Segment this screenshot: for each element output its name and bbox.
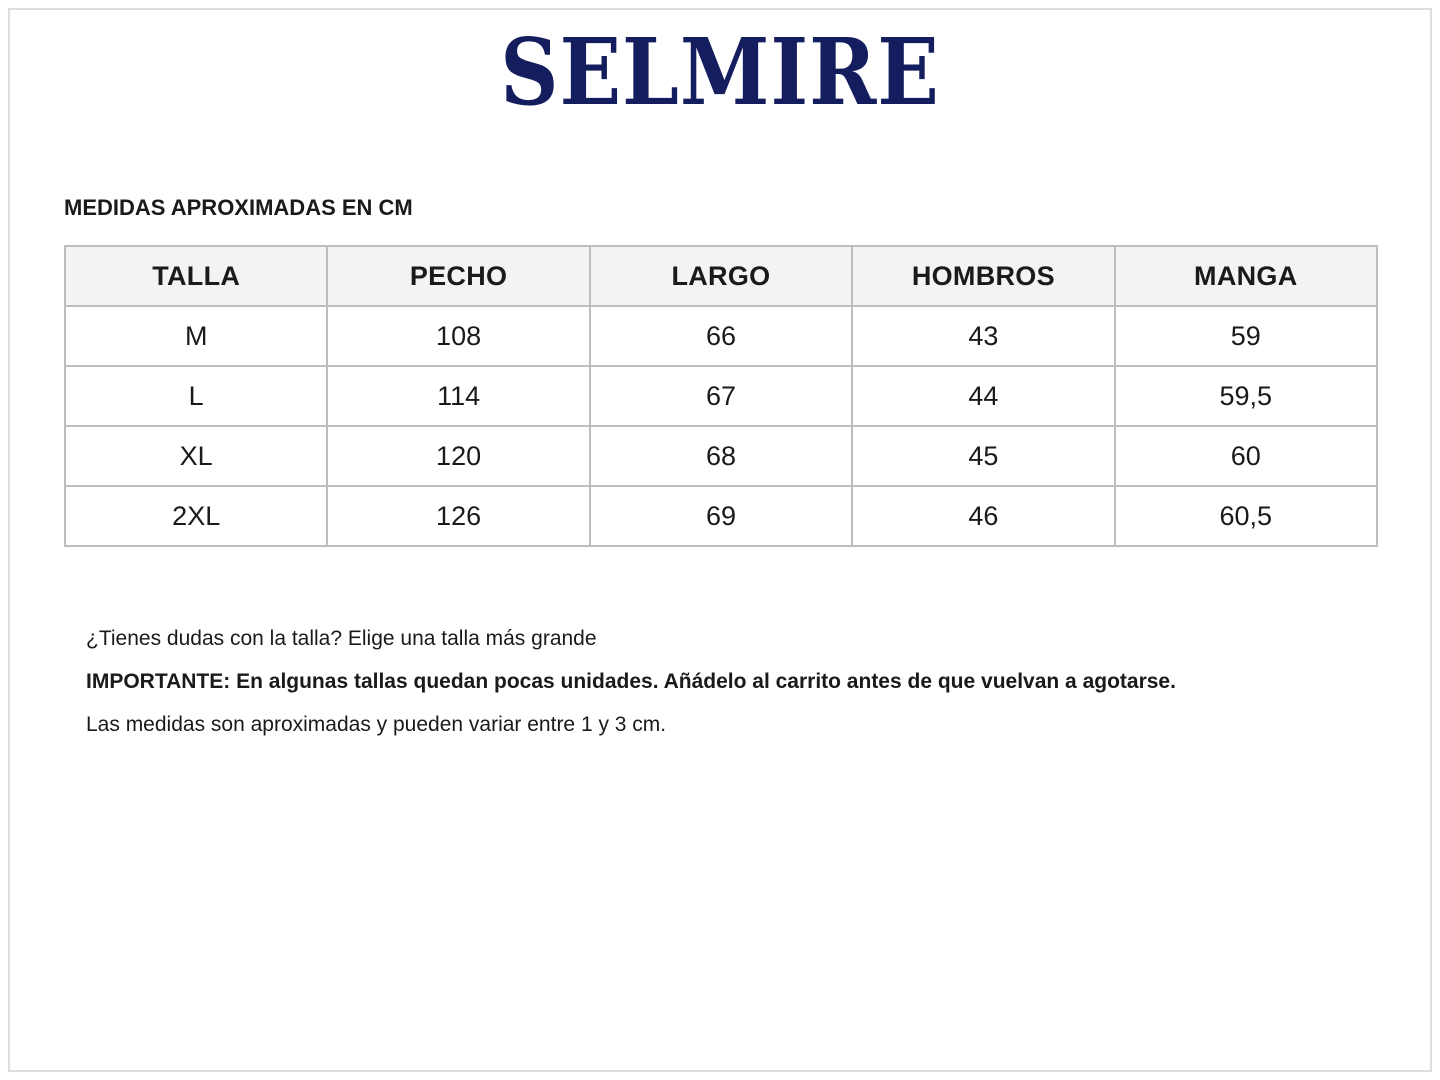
cell-largo: 66 — [590, 306, 852, 366]
cell-hombros: 43 — [852, 306, 1114, 366]
cell-talla: L — [65, 366, 327, 426]
cell-manga: 60 — [1115, 426, 1377, 486]
important-note: IMPORTANTE: En algunas tallas quedan pocas unidades. Añádelo al carrito antes de que vuelvan a agotarse. — [86, 670, 1176, 693]
header-manga: MANGA — [1115, 246, 1377, 306]
cell-talla: M — [65, 306, 327, 366]
header-hombros: HOMBROS — [852, 246, 1114, 306]
header-pecho: PECHO — [327, 246, 589, 306]
cell-largo: 69 — [590, 486, 852, 546]
size-chart-table — [64, 245, 1378, 547]
table-row — [65, 486, 1377, 546]
notes-block — [86, 617, 1176, 746]
table-row — [65, 366, 1377, 426]
cell-hombros: 45 — [852, 426, 1114, 486]
cell-manga: 59 — [1115, 306, 1377, 366]
cell-talla: XL — [65, 426, 327, 486]
cell-talla: 2XL — [65, 486, 327, 546]
brand-logo: SELMIRE — [500, 18, 940, 126]
disclaimer-note: Las medidas son aproximadas y pueden variar entre 1 y 3 cm. — [86, 713, 667, 736]
cell-pecho: 126 — [327, 486, 589, 546]
cell-pecho: 108 — [327, 306, 589, 366]
cell-pecho: 114 — [327, 366, 589, 426]
cell-pecho: 120 — [327, 426, 589, 486]
cell-largo: 67 — [590, 366, 852, 426]
cell-manga: 60,5 — [1115, 486, 1377, 546]
cell-manga: 59,5 — [1115, 366, 1377, 426]
section-title: MEDIDAS APROXIMADAS EN CM — [64, 195, 413, 220]
cell-largo: 68 — [590, 426, 852, 486]
size-doubt-note: ¿Tienes dudas con la talla? Elige una talla más grande — [86, 627, 597, 650]
table-row — [65, 306, 1377, 366]
cell-hombros: 46 — [852, 486, 1114, 546]
header-largo: LARGO — [590, 246, 852, 306]
cell-hombros: 44 — [852, 366, 1114, 426]
table-header-row — [65, 246, 1377, 306]
table-row — [65, 426, 1377, 486]
header-talla: TALLA — [65, 246, 327, 306]
